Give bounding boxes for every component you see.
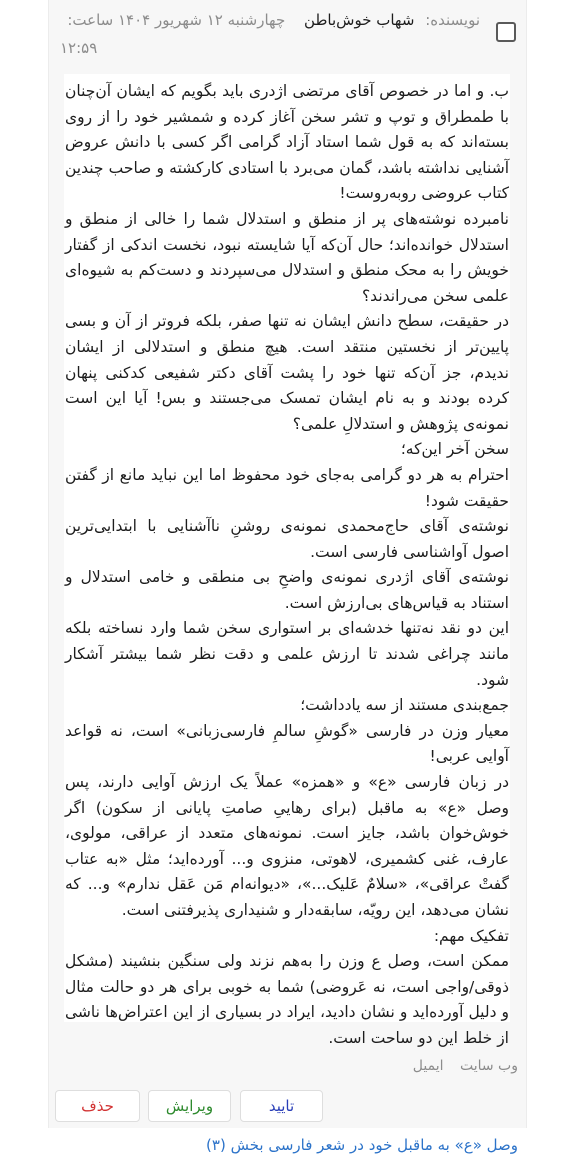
author-label: نویسنده: (425, 11, 480, 29)
email-link[interactable]: ایمیل (412, 1058, 444, 1074)
comment-paragraph: در حقیقت، سطح دانش ایشان نه تنها صفر، بلکه فروتر از آن و بسی پایین‌تر از نخستین منتقد است. هیچ منطق و استدلالی از ایشان ندیدم، جز آن‌که تنها خود را پشت آقای دکتر شفیعی کدکنی پنهان کرده بودند و به نام ایشان تمسک می‌جستند و بس! آیا این است نمونه‌ی پژوهش و استدلالِ علمی؟ (65, 312, 509, 433)
comment-paragraph: نوشته‌ی آقای اژدری نمونه‌ی واضحِ بی منطقی و خامی استدلال و استناد به قیاس‌های بی‌ارزش است. (65, 568, 509, 612)
comment-paragraph: احترام به هر دو گرامی به‌جای خود محفوظ اما این نباید مانع از گفتن حقیقت شود! (65, 465, 509, 510)
comment-paragraph: جمع‌بندی مستند از سه یادداشت؛ (300, 696, 509, 715)
website-link[interactable]: وب سایت (459, 1058, 518, 1074)
comment-paragraph: معیار وزن در فارسی «گوشِ سالمِ فارسی‌زبانی» است، نه قواعد آوایی عربی! (65, 721, 509, 766)
comment-paragraph: در زبان فارسی «ع» و «همزه» عملاً یک ارزش آوایی دارند، پس وصل «ع» به ماقبل (برای رهاییِ صامتِ پایانی از سکون) اگر خوش‌خوان باشد، جایز است. نمونه‌های متعدد از عراقی، مولوی، عارف، غنی کشمیری، لاهوتی، منزوی و... آورده‌اید؛ مثل «به عتاب گفتْ عراقی»، «سلامٌ عَلیک...»، «دیوانه‌ام مَن عَقل ندارم» و... که نشان می‌دهد، این رویّه، سابقه‌دار و شنیداری پذیرفتنی است. (65, 773, 509, 919)
comment-time: ۱۲:۵۹ (60, 39, 98, 57)
edit-button[interactable]: ویرایش (148, 1090, 231, 1122)
comment-body (64, 74, 510, 1047)
comment-paragraph: این دو نقد نه‌تنها خدشه‌ای بر استواری سخن شما وارد نساخته بلکه مانند چراغی شدند تا ارزش علمی و دقت نظر شما بیشتر آشکار شود. (65, 619, 509, 689)
select-comment-checkbox[interactable] (496, 22, 516, 42)
comment-meta (60, 8, 480, 32)
comment-paragraph: ممکن است، وصل ع وزن را به‌هم نزند ولی سنگین بنشیند (مشکل ذوقی/واجی است، نه عَروضی) شما به خوبی برای هر دو حالت مثال و دلیل آورده‌اید و نشان دادید، ایراد در بسیاری از این اعتراض‌ها ناشی از خلط این دو ساحت است. (65, 952, 509, 1047)
author-name: شهاب خوش‌باطن (304, 11, 415, 29)
comment-paragraph: ب. و اما در خصوص آقای مرتضی اژدری باید بگویم که ایشان آن‌چنان با طمطراق و توپ و تشر سخن آغاز کرده و شمشیر خود را از روی بسته‌اند که به قول شما استاد آزاد گرامی اگر کسی با دانش عروض آشنایی نداشته باشد، گمان می‌برد با استادی کارکشته و صاحب چندین کتاب عروضی روبه‌روست! (65, 82, 509, 203)
post-title-link[interactable]: وصل «ع» به ماقبل خود در شعر فارسی بخش (۳) (206, 1136, 518, 1154)
author-contact-links (401, 1058, 518, 1074)
comment-paragraph: سخن آخر این‌که؛ (400, 440, 509, 459)
delete-button[interactable]: حذف (55, 1090, 140, 1122)
comment-paragraph: نامبرده نوشته‌های پر از منطق و استدلال شما را خالی از منطق و استدلال خوانده‌اند؛ حال آن‌که آیا شایسته نبود، نخست اندکی از گفتار خویش را به محک منطق و استدلال می‌سپردند و دست‌کم به شیوه‌ای علمی سخن می‌راندند؟ (65, 209, 509, 305)
approve-button[interactable]: تایید (240, 1090, 323, 1122)
comment-paragraph: تفکیک مهم: (433, 926, 509, 945)
comment-paragraph: نوشته‌ی آقای حاج‌محمدی نمونه‌ی روشنِ ناآشنایی با ابتدایی‌ترین اصول آواشناسی فارسی است. (65, 517, 509, 561)
comment-date: چهارشنبه ۱۲ شهریور ۱۴۰۴ ساعت: (67, 11, 286, 29)
